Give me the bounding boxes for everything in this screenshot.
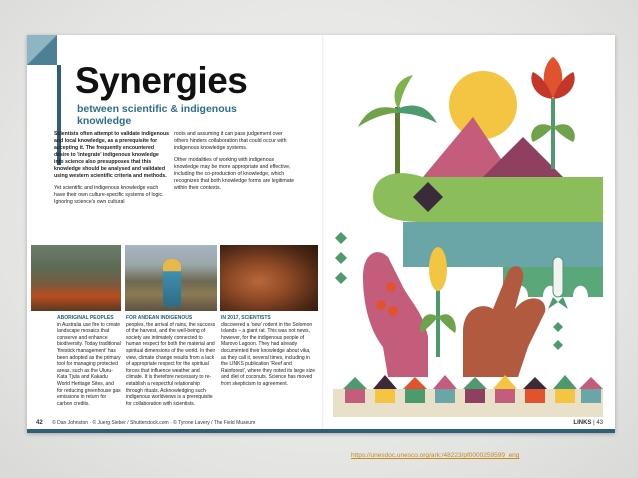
body-paragraph: roots and assuming it can pass judgement over others hinders collaboration that could occur with indigenous knowledge systems. xyxy=(174,131,287,151)
body-paragraph: Other modalities of working with indigenous knowledge may be more appropriate and effective, including the co-production of knowledge, which recognizes that both knowledge forms are legitimate within their contexts. xyxy=(174,157,294,191)
bottom-rule xyxy=(27,429,615,433)
body-paragraph: Scientists often attempt to validate indigenous and local knowledge, as a prerequisite for accepting it. The frequently encountered desire to 'integrate' indigenous knowledge into science also presupposes that this knowledge should be analysed and validated using western scientific criteria and methods. xyxy=(54,131,170,179)
photo-andean-woman xyxy=(125,245,217,311)
caption-aboriginal xyxy=(57,315,121,407)
houses-row xyxy=(333,375,603,417)
sun-shape xyxy=(449,71,517,139)
footer-left xyxy=(36,420,255,426)
photo-fire-landscape xyxy=(31,245,121,311)
landscape-band xyxy=(373,173,603,222)
corner-decoration xyxy=(27,35,57,65)
page-number-right: 43 xyxy=(596,420,603,426)
page-title: Synergies xyxy=(75,60,248,101)
body-paragraph: Yet scientific and indigenous knowledge each have their own culture-specific systems of logic. Ignoring science's own cultural xyxy=(54,185,164,205)
caption-text: discovered a 'new' rodent in the Solomon Islands – a giant rat. This was not news, however, for the indigenous people of Marovo Lagoon. They had already documented their knowledge about vika, as they call it, several times, including in the LINKS publication 'Reef and Rainforest', where they noted its large size and diet of coconuts. Science has moved from skepticism to agreement. xyxy=(221,321,316,387)
caption-heading: FOR ANDEAN INDIGENOUS xyxy=(126,315,193,321)
caption-scientists xyxy=(221,315,316,388)
caption-text: peoples, the arrival of rains, the success of the harvest, and the well-being of society are intimately connected to human respect for both the material and spiritual dimensions of the world. In their view, climate change results from a lack of appropriate respect for the spiritual forces that influence weather and climate. It is therefore necessary to re-establish a respectful relationship through rituals. Acknowledging such indigenous worldviews is a prerequisite for collaboration with scientists. xyxy=(126,321,216,407)
body-column-1 xyxy=(54,131,169,211)
footer-right: LINKS | 43 xyxy=(573,420,603,426)
caption-andean xyxy=(126,315,216,407)
page-number-left: 42 xyxy=(36,420,43,426)
caption-text: in Australia use fire to create landscape mosaics that conserve and enhance biodiversity. Today traditional 'firestick management' has been adopted as the primary tool for managing protected areas, such as the Uluru-Kata Tjuta and Kakadu World Heritage Sites, and for reducing greenhouse gas emissions in return for carbon credits. xyxy=(57,321,121,407)
body-column-2 xyxy=(174,131,294,197)
photo-credits: © Dan Johnston · © Juerg Sieber / Shutterstock.com · © Tyrone Lavery / The Field Museum xyxy=(52,420,256,426)
illustration-synergies xyxy=(333,47,603,417)
page-subtitle: between scientific & indigenous knowledge xyxy=(77,103,237,127)
source-link[interactable]: https://unesdoc.unesco.org/ark:/48223/pf0000259599_eng xyxy=(351,452,520,459)
photo-giant-rat xyxy=(220,245,318,311)
brand-label: LINKS xyxy=(573,420,592,426)
page-gutter xyxy=(322,35,324,433)
magazine-spread xyxy=(27,35,615,433)
caption-heading: ABORIGINAL PEOPLES xyxy=(57,315,114,321)
caption-heading: IN 2017, SCIENTISTS xyxy=(221,315,271,321)
